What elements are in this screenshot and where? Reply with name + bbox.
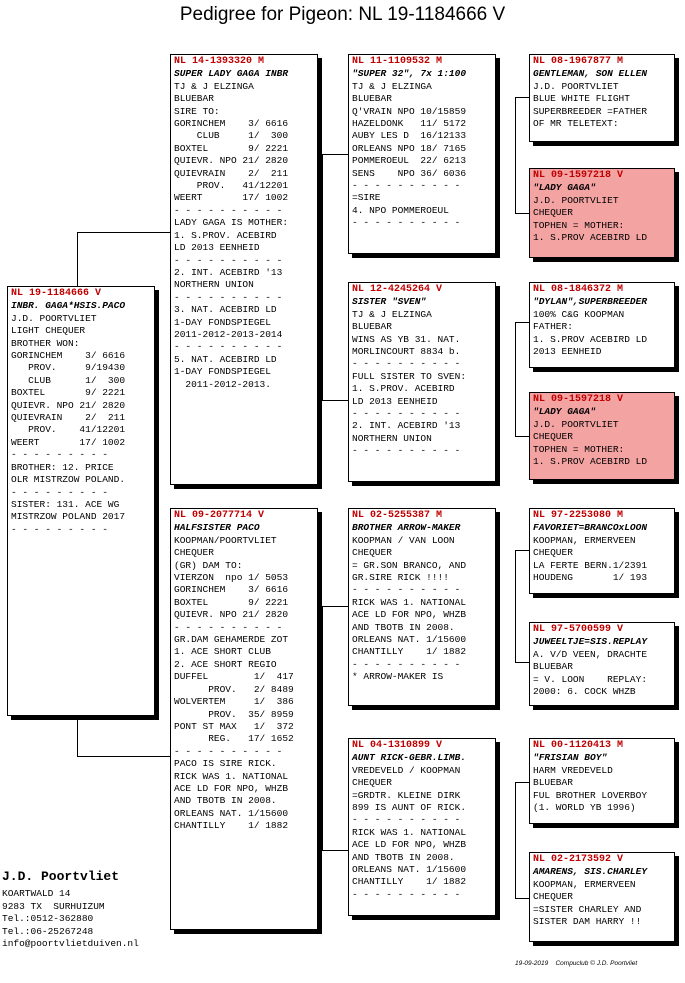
pigeon-info-line: J.D. POORTVLIET xyxy=(533,80,619,92)
pigeon-info-line: =GRDTR. KLEINE DIRK xyxy=(352,789,461,801)
pigeon-info-line: KOOPMAN, ERMERVEEN xyxy=(533,534,636,546)
pigeon-info-line: TOPHEN = MOTHER: xyxy=(533,443,625,455)
pigeon-card-dam-dam xyxy=(348,738,496,916)
pigeon-info-line: PACO IS SIRE RICK. xyxy=(174,758,277,770)
pigeon-info-line: HAZELDONK 11/ 5172 xyxy=(352,118,467,130)
ring-number: NL 97-2253080 M xyxy=(533,510,624,521)
pigeon-info-line: KOOPMAN/POORTVLIET xyxy=(174,534,277,546)
connector xyxy=(322,606,323,850)
pigeon-card-sire xyxy=(170,54,318,485)
connector xyxy=(515,436,529,437)
pigeon-info-line: BOXTEL 9/ 2221 xyxy=(11,387,126,399)
connector xyxy=(515,898,529,899)
owner-address-line: KOARTWALD 14 xyxy=(2,888,71,899)
ring-number: NL 12-4245264 V xyxy=(352,284,443,295)
pigeon-info-line: OLR MISTRZOW POLAND. xyxy=(11,474,126,486)
pigeon-info-line: LA FERTE BERN.1/2391 xyxy=(533,559,648,571)
pigeon-info-line: 3. NAT. ACEBIRD LD xyxy=(174,304,277,316)
pigeon-card-dam-dam-dam xyxy=(529,852,675,942)
pigeon-info-line: =SISTER CHARLEY AND xyxy=(533,903,642,915)
pigeon-info-line: SUPERBREEDER =FATHER xyxy=(533,105,648,117)
pigeon-info-line: WEERT 17/ 1002 xyxy=(11,436,126,448)
pigeon-info-line: CHEQUER xyxy=(533,891,573,903)
ring-number: NL 19-1184666 V xyxy=(11,288,102,299)
pigeon-info-line: - - - - - - - - - - xyxy=(352,358,461,370)
pigeon-info-line: ACE LD FOR NPO, WHZB xyxy=(174,782,289,794)
connector xyxy=(322,850,348,851)
pigeon-info-line: - - - - - - - - - xyxy=(11,449,108,461)
pigeon-info-line: LADY GAGA IS MOTHER: xyxy=(174,217,289,229)
pigeon-card-sire-dam-dam xyxy=(529,392,675,480)
pigeon-info-line: HOUDENG 1/ 193 xyxy=(533,572,648,584)
pigeon-info-line: GORINCHEM 3/ 6616 xyxy=(174,118,289,130)
pigeon-info-line: 4. NPO POMMEROEUL xyxy=(352,204,449,216)
pigeon-info-line: - - - - - - - - - - xyxy=(174,291,283,303)
pigeon-card-sire-sire-dam xyxy=(529,168,675,258)
pigeon-info-line: CHANTILLY 1/ 1882 xyxy=(352,876,467,888)
pigeon-info-line: AUBY LES D 16/12133 xyxy=(352,130,467,142)
connector xyxy=(322,154,323,400)
pigeon-info-line: QUIEVR. NPO 21/ 2820 xyxy=(11,399,126,411)
pigeon-info-line: QUIEVR. NPO 21/ 2820 xyxy=(174,155,289,167)
pigeon-info-line: GORINCHEM 3/ 6616 xyxy=(174,584,289,596)
pigeon-info-line: BLUEBAR xyxy=(174,93,214,105)
pigeon-name: JUWEELTJE=SIS.REPLAY xyxy=(533,636,648,648)
ring-number: NL 08-1967877 M xyxy=(533,56,624,67)
pigeon-name: FAVORIET=BRANCOxLOON xyxy=(533,522,648,534)
pigeon-info-line: BROTHER: 12. PRICE xyxy=(11,461,114,473)
connector xyxy=(77,232,78,286)
pigeon-info-line: TOPHEN = MOTHER: xyxy=(533,219,625,231)
pigeon-info-line: BROTHER WON: xyxy=(11,337,80,349)
pigeon-info-line: QUIEVRAIN 2/ 211 xyxy=(11,412,126,424)
pigeon-info-line: GR.SIRE RICK !!!! xyxy=(352,572,449,584)
pigeon-info-line: 1. S.PROV ACEBIRD LD xyxy=(533,456,648,468)
pigeon-info-line: BLUEBAR xyxy=(352,93,392,105)
pigeon-info-line: - - - - - - - - - - xyxy=(352,180,461,192)
owner-name: J.D. Poortvliet xyxy=(2,869,120,884)
ring-number: NL 14-1393320 M xyxy=(174,56,265,67)
pigeon-info-line: WINS AS YB 31. NAT. xyxy=(352,333,461,345)
pigeon-info-line: GORINCHEM 3/ 6616 xyxy=(11,350,126,362)
pigeon-info-line: 1-DAY FONDSPIEGEL xyxy=(174,316,271,328)
footer-credit: 19-09-2019 Compuclub © J.D. Poortvliet xyxy=(515,960,638,967)
pigeon-name: "FRISIAN BOY" xyxy=(533,752,608,764)
pigeon-name: SISTER "SVEN" xyxy=(352,296,427,308)
pigeon-info-line: PONT ST MAX 1/ 372 xyxy=(174,720,294,732)
pigeon-info-line: 1. S.PROV. ACEBIRD xyxy=(352,383,455,395)
pigeon-info-line: BLUEBAR xyxy=(533,777,573,789)
pigeon-info-line: TJ & J ELZINGA xyxy=(174,80,254,92)
pigeon-info-line: 899 IS AUNT OF RICK. xyxy=(352,802,467,814)
connector xyxy=(515,782,516,898)
pigeon-info-line: VIERZON npo 1/ 5053 xyxy=(174,572,289,584)
pigeon-name: GENTLEMAN, SON ELLEN xyxy=(533,68,648,80)
pigeon-info-line: =SIRE xyxy=(352,192,381,204)
pigeon-info-line: - - - - - - - - - - xyxy=(174,204,283,216)
pigeon-info-line: SISTER DAM HARRY !! xyxy=(533,916,642,928)
pigeon-info-line: 2011-2012-2013. xyxy=(174,378,271,390)
pigeon-card-sire-sire xyxy=(348,54,496,254)
pigeon-info-line: CHEQUER xyxy=(533,431,573,443)
pigeon-name: "DYLAN",SUPERBREEDER xyxy=(533,296,648,308)
pigeon-info-line: CHEQUER xyxy=(533,207,573,219)
pigeon-info-line: - - - - - - - - - - xyxy=(174,621,283,633)
pigeon-info-line: PROV. 41/12201 xyxy=(174,180,289,192)
connector xyxy=(515,550,529,551)
pigeon-info-line: LD 2013 EENHEID xyxy=(352,395,438,407)
pigeon-info-line: BLUEBAR xyxy=(352,321,392,333)
pigeon-info-line: AND TBOTB IN 2008. xyxy=(352,851,455,863)
pigeon-card-sire-sire-sire xyxy=(529,54,675,142)
pigeon-info-line: BLUE WHITE FLIGHT xyxy=(533,93,630,105)
connector xyxy=(515,662,529,663)
owner-mobile: Tel.:06-25267248 xyxy=(2,925,94,937)
pigeon-info-line: 1. S.PROV ACEBIRD LD xyxy=(533,232,648,244)
pigeon-info-line: ORLEANS NAT. 1/15600 xyxy=(352,864,467,876)
pigeon-card-dam xyxy=(170,508,318,930)
connector xyxy=(322,606,348,607)
ring-number: NL 08-1846372 M xyxy=(533,284,624,295)
pigeon-info-line: CLUB 1/ 300 xyxy=(174,130,289,142)
owner-phone: Tel.:0512-362880 xyxy=(2,913,94,924)
pigeon-info-line: 2. INT. ACEBIRD '13 xyxy=(352,420,461,432)
pigeon-info-line: (1. WORLD YB 1996) xyxy=(533,802,636,814)
pigeon-info-line: - - - - - - - - - - xyxy=(352,584,461,596)
pigeon-info-line: AND TBOTB IN 2008. xyxy=(352,621,455,633)
pigeon-info-line: ACE LD FOR NPO, WHZB xyxy=(352,839,467,851)
pigeon-card-dam-sire-dam xyxy=(529,622,675,706)
pigeon-card-subject xyxy=(7,286,155,716)
pigeon-info-line: POMMEROEUL 22/ 6213 xyxy=(352,155,467,167)
pigeon-info-line: = GR.SON BRANCO, AND xyxy=(352,559,467,571)
pigeon-card-sire-dam-sire xyxy=(529,282,675,368)
pigeon-info-line: - - - - - - - - - - xyxy=(352,658,461,670)
pigeon-info-line: REG. 17/ 1652 xyxy=(174,733,294,745)
pigeon-info-line: - - - - - - - - - - xyxy=(352,888,461,900)
pigeon-info-line: NORTHERN UNION xyxy=(174,279,254,291)
ring-number: NL 09-1597218 V xyxy=(533,170,624,181)
pigeon-info-line: - - - - - - - - - - xyxy=(174,254,283,266)
pigeon-info-line: ORLEANS NAT. 1/15600 xyxy=(352,634,467,646)
pigeon-name: AMARENS, SIS.CHARLEY xyxy=(533,866,648,878)
owner-address-line: 9283 TX SURHUIZUM xyxy=(2,900,105,912)
pigeon-info-line: SISTER: 131. ACE WG xyxy=(11,498,120,510)
pigeon-info-line: * ARROW-MAKER IS xyxy=(352,671,444,683)
pigeon-name: HALFSISTER PACO xyxy=(174,522,260,534)
connector xyxy=(322,400,348,401)
pigeon-info-line: J.D. POORTVLIET xyxy=(11,312,97,324)
ring-number: NL 97-5700599 V xyxy=(533,624,624,635)
pigeon-info-line: VREDEVELD / KOOPMAN xyxy=(352,764,461,776)
connector xyxy=(515,97,516,213)
connector xyxy=(322,154,348,155)
ring-number: NL 02-2173592 V xyxy=(533,854,624,865)
pigeon-info-line: 2000: 6. COCK WHZB xyxy=(533,686,636,698)
pigeon-info-line: PROV. 9/19430 xyxy=(11,362,126,374)
pigeon-info-line: BOXTEL 9/ 2221 xyxy=(174,596,289,608)
pigeon-info-line: KOOPMAN / VAN LOON xyxy=(352,534,455,546)
pigeon-info-line: FATHER: xyxy=(533,321,573,333)
pigeon-info-line: BLUEBAR xyxy=(533,661,573,673)
pigeon-info-line: FULL SISTER TO SVEN: xyxy=(352,370,467,382)
pigeon-info-line: SIRE TO: xyxy=(174,105,220,117)
connector xyxy=(515,322,529,323)
pigeon-info-line: 2. ACE SHORT REGIO xyxy=(174,658,277,670)
pigeon-info-line: RICK WAS 1. NATIONAL xyxy=(174,770,289,782)
pigeon-name: BROTHER ARROW-MAKER xyxy=(352,522,461,534)
pigeon-info-line: CHEQUER xyxy=(533,547,573,559)
pigeon-name: "SUPER 32", 7x 1:100 xyxy=(352,68,467,80)
pigeon-info-line: 1. S.PROV ACEBIRD LD xyxy=(533,333,648,345)
ring-number: NL 02-5255387 M xyxy=(352,510,443,521)
pigeon-info-line: ORLEANS NAT. 1/15600 xyxy=(174,807,289,819)
pigeon-info-line: ORLEANS NPO 18/ 7165 xyxy=(352,142,467,154)
pigeon-info-line: 2013 EENHEID xyxy=(533,346,602,358)
connector xyxy=(515,97,529,98)
connector xyxy=(515,213,529,214)
pigeon-info-line: CHANTILLY 1/ 1882 xyxy=(352,646,467,658)
pigeon-name: "LADY GAGA" xyxy=(533,406,596,418)
pigeon-info-line: - - - - - - - - - - xyxy=(352,217,461,229)
pigeon-info-line: J.D. POORTVLIET xyxy=(533,418,619,430)
pigeon-info-line: SENS NPO 36/ 6036 xyxy=(352,167,467,179)
pigeon-info-line: = V. LOON REPLAY: xyxy=(533,673,648,685)
pigeon-card-dam-dam-sire xyxy=(529,738,675,824)
pigeon-info-line: 1. ACE SHORT CLUB xyxy=(174,646,271,658)
pigeon-name: AUNT RICK-GEBR.LIMB. xyxy=(352,752,467,764)
pigeon-info-line: Q'VRAIN NPO 10/15859 xyxy=(352,105,467,117)
pigeon-info-line: PROV. 35/ 8959 xyxy=(174,708,294,720)
pigeon-info-line: CHEQUER xyxy=(352,547,392,559)
pigeon-info-line: PROV. 2/ 8489 xyxy=(174,683,294,695)
ring-number: NL 04-1310899 V xyxy=(352,740,443,751)
pigeon-info-line: WOLVERTEM 1/ 386 xyxy=(174,696,294,708)
pigeon-info-line: RICK WAS 1. NATIONAL xyxy=(352,826,467,838)
connector xyxy=(515,782,529,783)
pigeon-info-line: MORLINCOURT 8834 b. xyxy=(352,346,461,358)
pigeon-info-line: ACE LD FOR NPO, WHZB xyxy=(352,609,467,621)
pigeon-info-line: OF MR TELETEXT: xyxy=(533,118,619,130)
ring-number: NL 00-1120413 M xyxy=(533,740,624,751)
page-title: Pedigree for Pigeon: NL 19-1184666 V xyxy=(179,4,506,25)
ring-number: NL 11-1109532 M xyxy=(352,56,443,67)
pigeon-info-line: - - - - - - - - - - xyxy=(174,341,283,353)
pigeon-info-line: TJ & J ELZINGA xyxy=(352,308,432,320)
pigeon-info-line: CHEQUER xyxy=(352,777,392,789)
pigeon-info-line: - - - - - - - - - - xyxy=(352,445,461,457)
pigeon-info-line: - - - - - - - - - xyxy=(11,523,108,535)
connector xyxy=(77,716,78,756)
pigeon-info-line: (GR) DAM TO: xyxy=(174,559,243,571)
pigeon-name: "LADY GAGA" xyxy=(533,182,596,194)
pigeon-info-line: PROV. 41/12201 xyxy=(11,424,126,436)
pigeon-info-line: TJ & J ELZINGA xyxy=(352,80,432,92)
pigeon-info-line: 1-DAY FONDSPIEGEL xyxy=(174,366,271,378)
pigeon-card-sire-dam xyxy=(348,282,496,482)
pigeon-info-line: - - - - - - - - - xyxy=(11,486,108,498)
pigeon-info-line: QUIEVRAIN 2/ 211 xyxy=(174,167,289,179)
connector xyxy=(77,756,170,757)
pigeon-info-line: 5. NAT. ACEBIRD LD xyxy=(174,353,277,365)
pigeon-info-line: RICK WAS 1. NATIONAL xyxy=(352,596,467,608)
pigeon-info-line: KOOPMAN, ERMERVEEN xyxy=(533,878,636,890)
pigeon-info-line: DUFFEL 1/ 417 xyxy=(174,671,294,683)
owner-email[interactable]: info@poortvlietduiven.nl xyxy=(2,938,139,949)
pigeon-info-line: - - - - - - - - - - xyxy=(352,814,461,826)
pigeon-info-line: WEERT 17/ 1002 xyxy=(174,192,289,204)
pigeon-info-line: J.D. POORTVLIET xyxy=(533,194,619,206)
pigeon-info-line: QUIEVR. NPO 21/ 2820 xyxy=(174,609,289,621)
pigeon-name: SUPER LADY GAGA INBR xyxy=(174,68,289,80)
pigeon-info-line: LIGHT CHEQUER xyxy=(11,325,86,337)
pigeon-info-line: CLUB 1/ 300 xyxy=(11,374,126,386)
pigeon-info-line: MISTRZOW POLAND 2017 xyxy=(11,511,126,523)
pigeon-info-line: LD 2013 EENHEID xyxy=(174,242,260,254)
pigeon-info-line: CHEQUER xyxy=(174,547,214,559)
pigeon-info-line: BOXTEL 9/ 2221 xyxy=(174,142,289,154)
pigeon-info-line: 2011-2012-2013-2014 xyxy=(174,328,283,340)
pigeon-card-dam-sire xyxy=(348,508,496,706)
pigeon-info-line: GR.DAM GEHAMERDE ZOT xyxy=(174,634,289,646)
connector xyxy=(515,322,516,436)
pigeon-info-line: - - - - - - - - - - xyxy=(352,408,461,420)
pigeon-info-line: CHANTILLY 1/ 1882 xyxy=(174,820,289,832)
connector xyxy=(77,232,170,233)
pigeon-info-line: 100% C&G KOOPMAN xyxy=(533,308,625,320)
connector xyxy=(515,550,516,662)
pigeon-name: INBR. GAGA*HSIS.PACO xyxy=(11,300,126,312)
pigeon-info-line: FUL BROTHER LOVERBOY xyxy=(533,789,648,801)
pigeon-card-dam-sire-sire xyxy=(529,508,675,594)
ring-number: NL 09-2077714 V xyxy=(174,510,265,521)
pigeon-info-line: 1. S.PROV. ACEBIRD xyxy=(174,229,277,241)
pigeon-info-line: AND TBOTB IN 2008. xyxy=(174,795,277,807)
pigeon-info-line: NORTHERN UNION xyxy=(352,432,432,444)
pigeon-info-line: 2. INT. ACEBIRD '13 xyxy=(174,266,283,278)
owner-address xyxy=(2,888,139,951)
pigeon-info-line: - - - - - - - - - - xyxy=(174,745,283,757)
pigeon-info-line: A. V/D VEEN, DRACHTE xyxy=(533,648,648,660)
pigeon-info-line: HARM VREDEVELD xyxy=(533,764,613,776)
ring-number: NL 09-1597218 V xyxy=(533,394,624,405)
